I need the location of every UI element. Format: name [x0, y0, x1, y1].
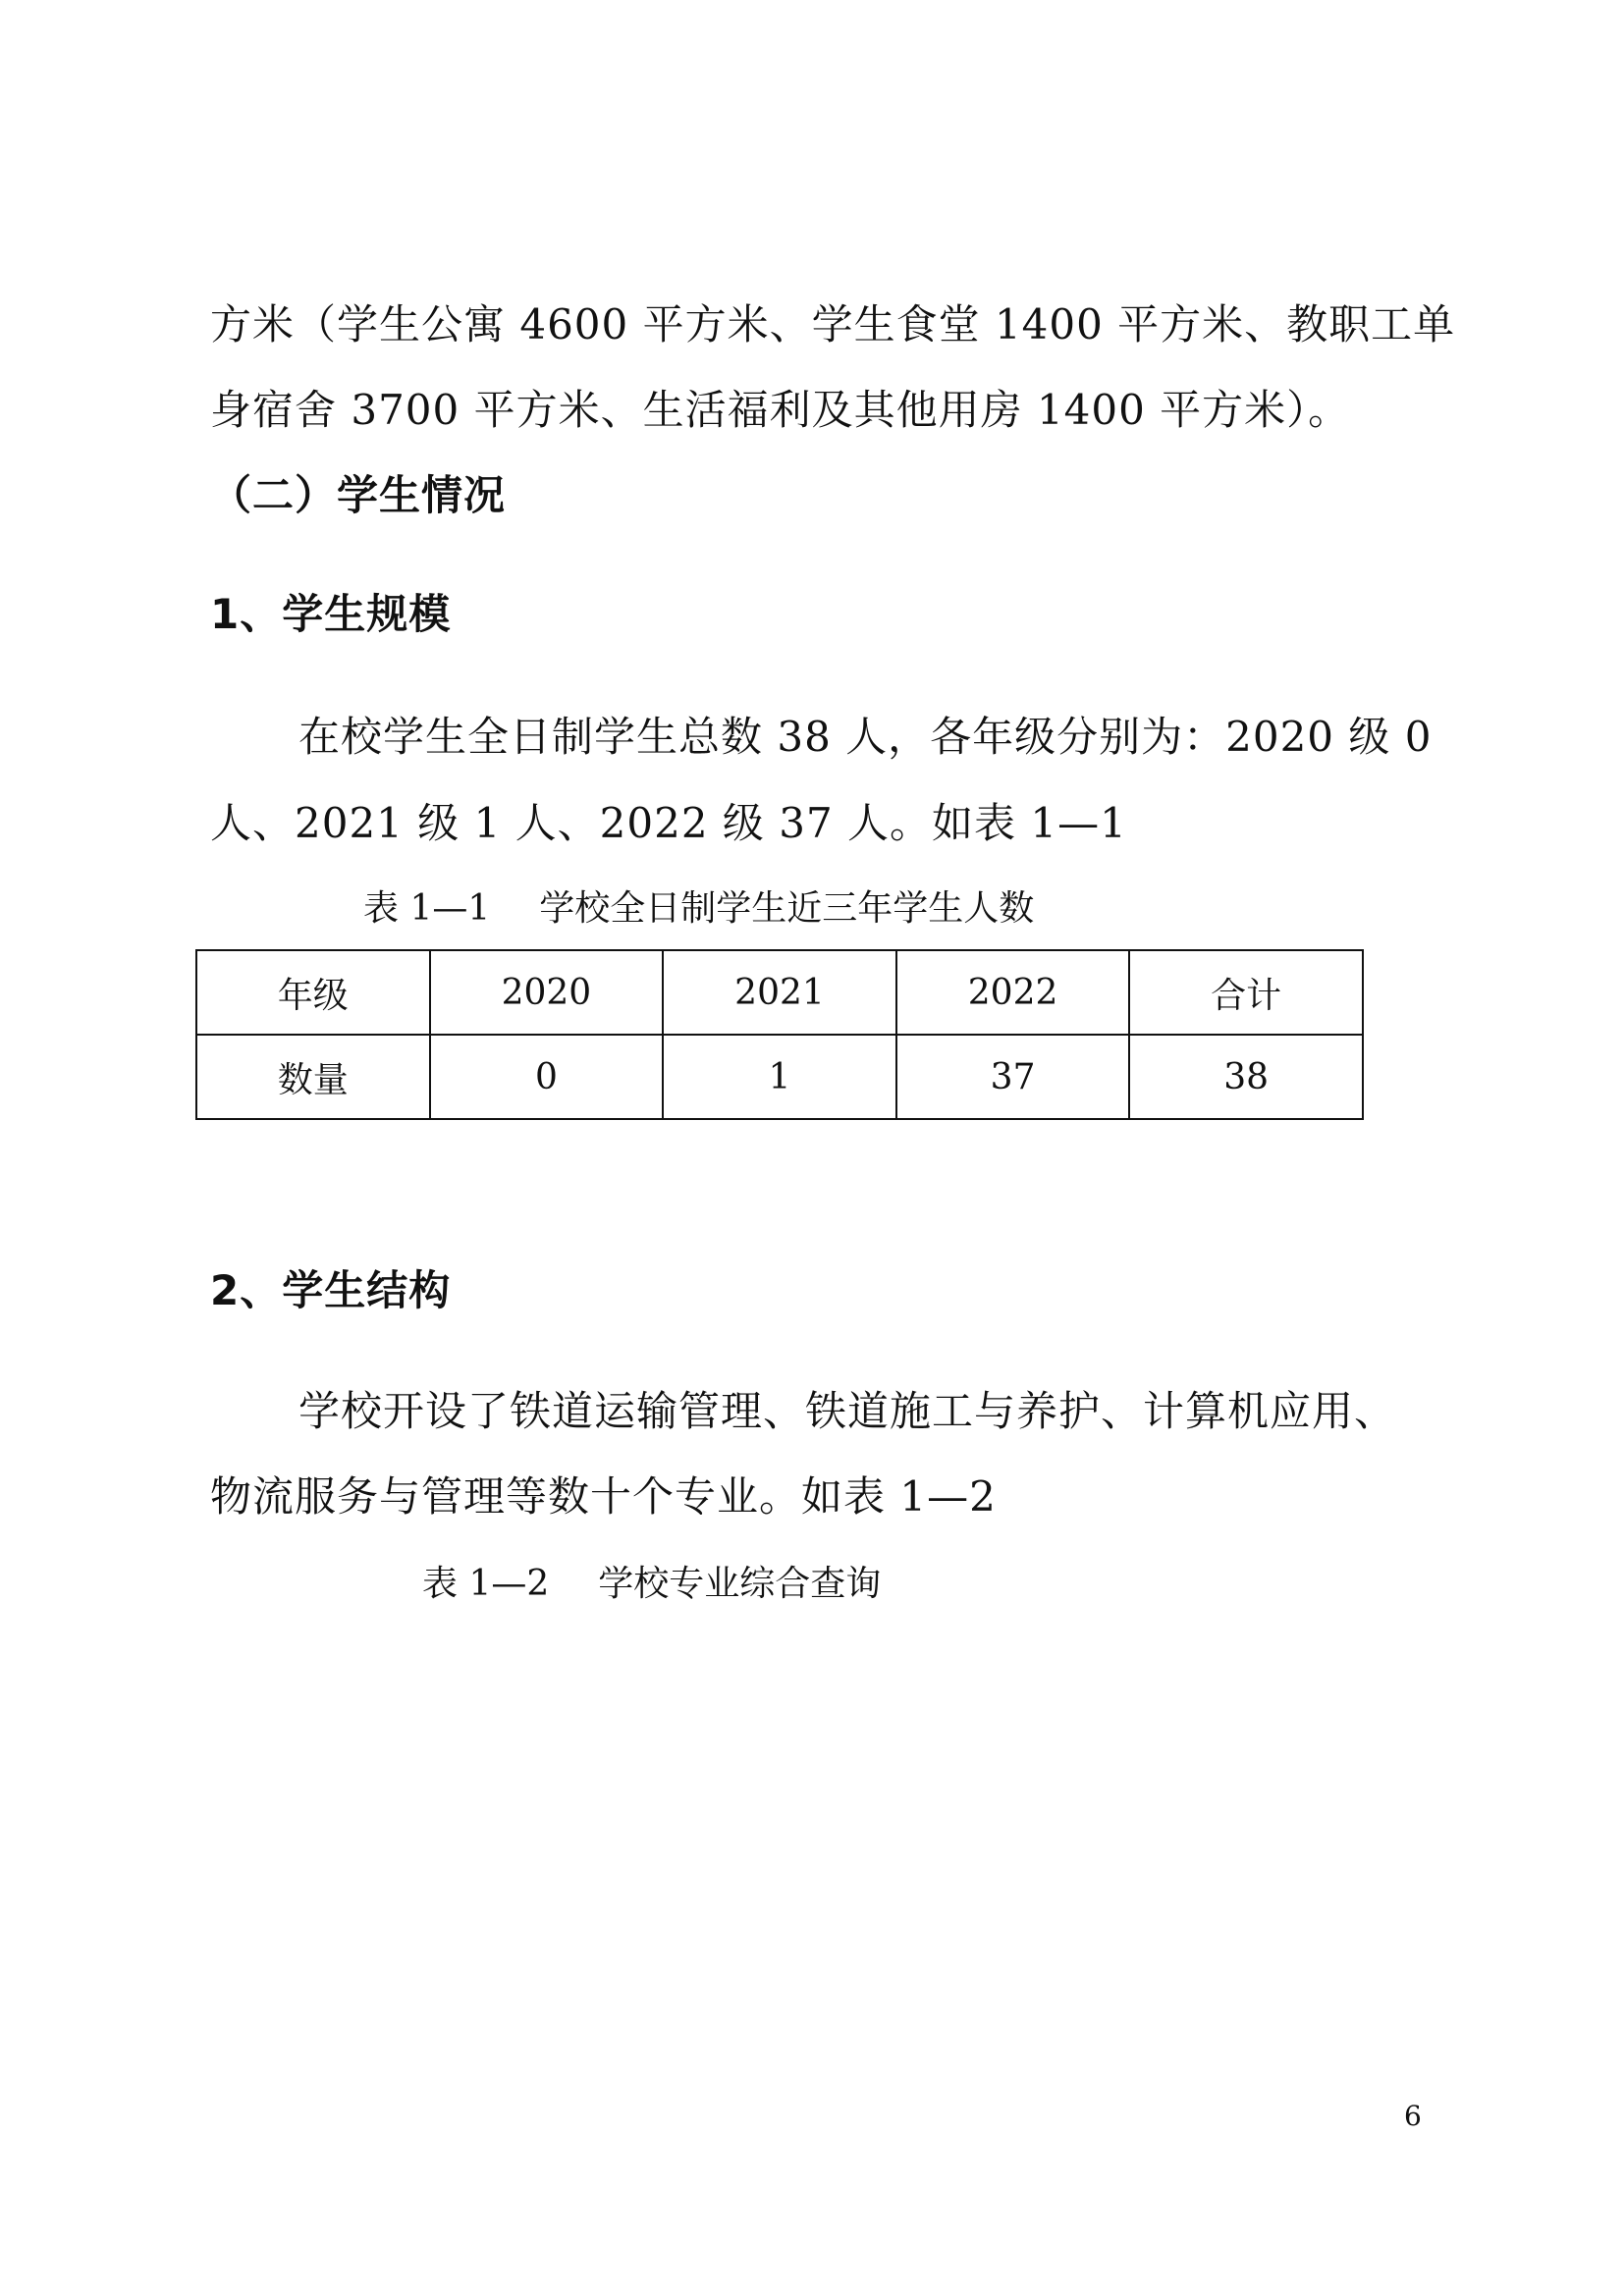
table-cell: 38 — [1129, 1035, 1363, 1119]
table-cell: 合计 — [1129, 950, 1363, 1035]
table-row — [196, 1035, 1363, 1119]
table-cell: 2021 — [663, 950, 896, 1035]
table-cell: 2020 — [430, 950, 664, 1035]
paragraph-line: 身宿舍 3700 平方米、生活福利及其他用房 1400 平方米）。 — [210, 386, 1351, 434]
subsection-heading: 2、学生结构 — [210, 1266, 452, 1314]
table-caption-title: 学校专业综合查询 — [598, 1564, 882, 1604]
table-caption-number: 表 1—2 — [422, 1564, 550, 1604]
table-cell: 0 — [430, 1035, 664, 1119]
paragraph-line: 在校学生全日制学生总数 38 人，各年级分别为：2020 级 0 — [298, 713, 1433, 761]
table-cell: 年级 — [196, 950, 430, 1035]
paragraph-line: 方米（学生公寓 4600 平方米、学生食堂 1400 平方米、教职工单 — [210, 300, 1456, 348]
table-caption — [363, 885, 1034, 933]
student-count-table — [195, 949, 1364, 1120]
paragraph-line: 物流服务与管理等数十个专业。如表 1—2 — [210, 1472, 997, 1521]
paragraph-line: 学校开设了铁道运输管理、铁道施工与养护、计算机应用、 — [298, 1387, 1397, 1435]
subsection-heading: 1、学生规模 — [210, 590, 452, 638]
table-cell: 数量 — [196, 1035, 430, 1119]
paragraph-line: 人、2021 级 1 人、2022 级 37 人。如表 1—1 — [210, 799, 1127, 847]
table-cell: 37 — [896, 1035, 1130, 1119]
table-cell: 2022 — [896, 950, 1130, 1035]
table-header-row — [196, 950, 1363, 1035]
page-number: 6 — [1404, 2100, 1422, 2132]
table-caption-title: 学校全日制学生近三年学生人数 — [539, 888, 1035, 929]
table-caption — [422, 1561, 881, 1608]
table-caption-number: 表 1—1 — [363, 888, 491, 929]
table-cell: 1 — [663, 1035, 896, 1119]
section-heading: （二）学生情况 — [210, 471, 507, 519]
